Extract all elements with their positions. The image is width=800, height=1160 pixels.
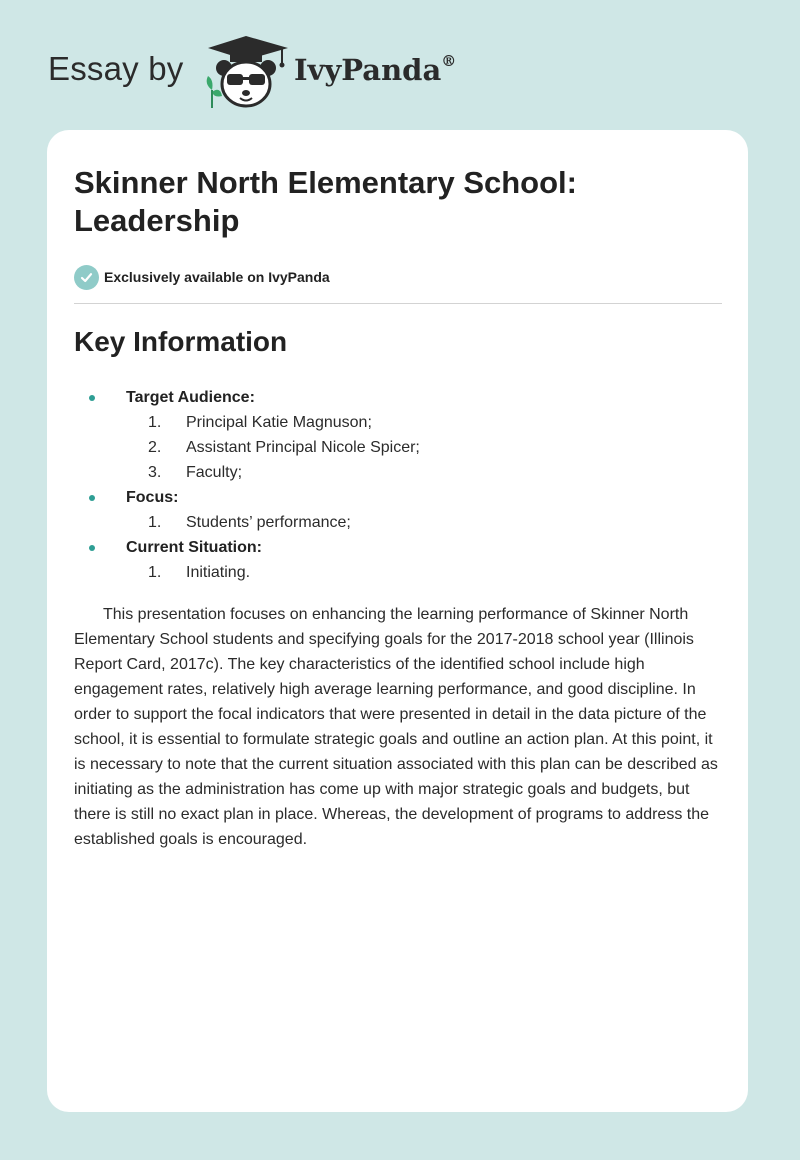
essay-card <box>47 130 748 1112</box>
list-item <box>47 435 748 460</box>
list-item <box>47 410 748 435</box>
exclusive-text: Exclusively available on IvyPanda <box>104 269 330 285</box>
check-icon <box>74 265 99 290</box>
list-item-number: 3. <box>148 464 162 481</box>
ivypanda-logo-icon <box>200 34 292 110</box>
list-item <box>47 460 748 485</box>
key-information-heading: Key Information <box>74 326 288 357</box>
bullet-label: Target Audience: <box>126 389 255 406</box>
list-item-number: 2. <box>148 439 162 456</box>
body-paragraph: This presentation focuses on enhancing the learning performance of Skinner North Elementary School students and specifying goals for the 2017-2018 school year (Illinois Report Card, 2017c). The key characteristics of the identified school include high engagement rates, relatively high average learning performance, and good discipline. In order to support the focal indicators that were presented in detail in the data picture of the school, it is essential to formulate strategic goals and outline an action plan. At this point, it is necessary to note that the current situation associated with this plan can be described as initiating as the administration has come up with major strategic goals and budgets, but there is still no exact plan in place. Whereas, the development of programs to address the established goals is encouraged. <box>74 606 718 848</box>
essay-title: Skinner North Elementary School: Leadership <box>74 165 577 238</box>
bullet-dot-icon <box>89 495 95 501</box>
bullet-focus <box>47 485 748 510</box>
site-header <box>0 0 800 130</box>
bullet-dot-icon <box>89 545 95 551</box>
list-item-text: Initiating. <box>186 564 251 581</box>
list-item-number: 1. <box>148 514 162 531</box>
list-item-text: Principal Katie Magnuson; <box>186 414 372 431</box>
brand-text[interactable]: IvyPanda <box>294 53 442 87</box>
list-item-number: 1. <box>148 414 162 431</box>
list-item-number: 1. <box>148 564 162 581</box>
bullet-target-audience <box>47 385 748 410</box>
bullet-label: Focus: <box>126 489 179 506</box>
registered-mark: ® <box>441 52 457 71</box>
title-divider <box>74 303 722 304</box>
list-item <box>47 560 748 585</box>
key-information-list <box>47 385 748 585</box>
list-item-text: Assistant Principal Nicole Spicer; <box>186 439 420 456</box>
list-item-text: Students’ performance; <box>186 514 351 531</box>
list-item <box>47 510 748 535</box>
essay-by-label: Essay by <box>48 50 184 87</box>
bullet-dot-icon <box>89 395 95 401</box>
list-item-text: Faculty; <box>186 464 243 481</box>
exclusive-badge <box>74 264 330 290</box>
bullet-label: Current Situation: <box>126 539 262 556</box>
bullet-current-situation <box>47 535 748 560</box>
brand-name[interactable] <box>294 53 456 87</box>
